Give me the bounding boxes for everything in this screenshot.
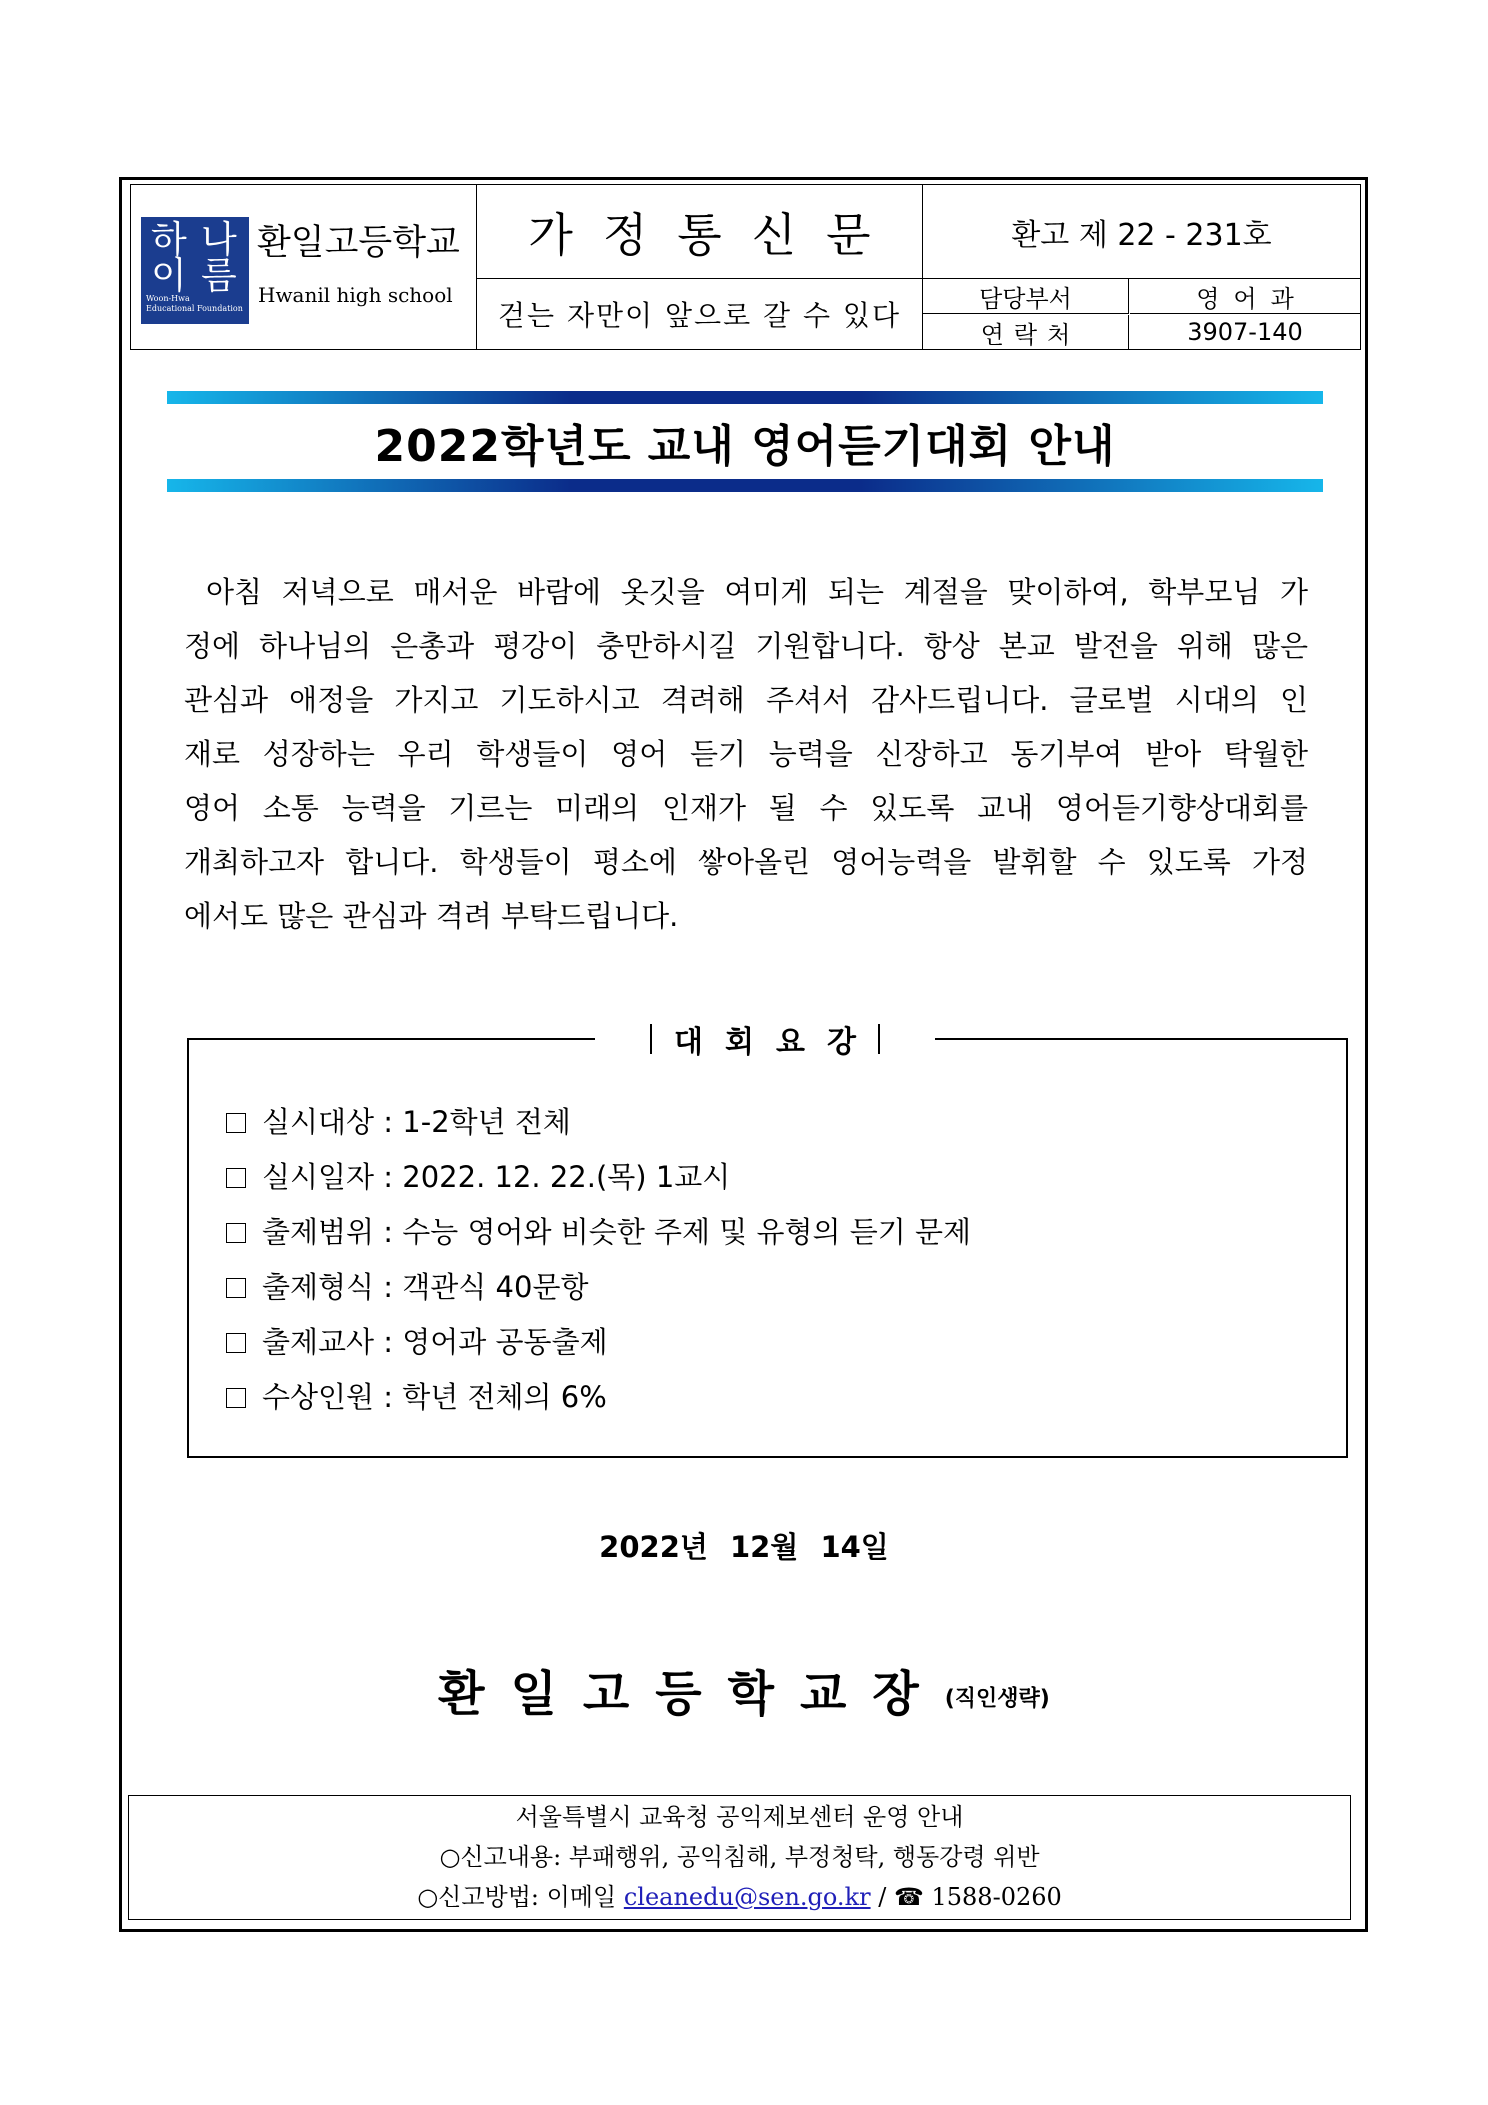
item-label: 출제범위	[262, 1215, 375, 1249]
document-type-title: 가정통신문	[477, 185, 923, 279]
report-method-label: ○신고방법:	[417, 1883, 539, 1911]
list-item: 출제교사 : 영어과 공동출제	[226, 1315, 971, 1370]
contact-value: 3907-140	[1187, 318, 1303, 346]
body-line: 개최하고자 합니다. 학생들이 평소에 쌓아올린 영어능력을 발휘할 수 있도록 가정	[184, 845, 1308, 879]
item-value: 영어과 공동출제	[402, 1325, 608, 1359]
contact-label: 연락처	[923, 315, 1129, 349]
whistleblower-notice	[128, 1795, 1351, 1920]
school-motto: 걷는 자만이 앞으로 갈 수 있다	[477, 279, 923, 349]
body-line: 관심과 애정을 가지고 기도하시고 격려해 주셔서 감사드립니다. 글로벌 시대의 인	[184, 683, 1308, 717]
item-label: 실시일자	[262, 1160, 375, 1194]
report-content-line	[129, 1837, 1350, 1877]
contest-outline-heading: 대회요강	[674, 1025, 878, 1060]
contest-outline-list	[226, 1095, 971, 1425]
item-value: 1-2학년 전체	[402, 1105, 571, 1139]
logo-glyph-3: 이	[151, 254, 187, 297]
item-value: 수능 영어와 비슷한 주제 및 유형의 듣기 문제	[402, 1215, 972, 1249]
body-line: 아침 저녁으로 매서운 바람에 옷깃을 여미게 되는 계절을 맞이하여, 학부모님 가	[206, 575, 1308, 609]
principal-signature	[0, 1655, 1488, 1724]
title-bar-bottom	[167, 479, 1323, 492]
item-label: 출제교사	[262, 1325, 375, 1359]
checkbox-icon	[226, 1388, 246, 1408]
principal-title: 환일고등학교장	[438, 1666, 945, 1722]
list-item: 실시일자 : 2022. 12. 22.(목) 1교시	[226, 1150, 971, 1205]
logo-glyph-4: 름	[201, 254, 237, 297]
report-content-value: 부패행위, 공익침해, 부정청탁, 행동강령 위반	[568, 1843, 1040, 1871]
list-item: 출제범위 : 수능 영어와 비슷한 주제 및 유형의 듣기 문제	[226, 1205, 971, 1260]
item-value: 학년 전체의 6%	[402, 1380, 607, 1414]
report-method-prefix: 이메일	[546, 1883, 617, 1911]
school-name-korean: 환일고등학교	[257, 223, 460, 263]
logo-glyph-1: 하	[151, 218, 187, 261]
report-content-label: ○신고내용:	[439, 1843, 562, 1871]
item-label: 출제형식	[262, 1270, 375, 1304]
school-logo	[141, 217, 249, 324]
document-number: 환고 제 22 - 231호	[923, 185, 1360, 279]
school-logo-cell	[131, 185, 477, 349]
department-value: 영어과	[1130, 279, 1360, 314]
notice-title: 2022학년도 교내 영어듣기대회 안내	[374, 420, 1116, 472]
school-name-english: Hwanil high school	[258, 283, 453, 307]
report-method-line	[129, 1877, 1350, 1917]
title-bar-top	[167, 391, 1323, 404]
item-value: 2022. 12. 22.(목) 1교시	[402, 1160, 731, 1194]
checkbox-icon	[226, 1333, 246, 1353]
report-phone: 1588-0260	[931, 1883, 1062, 1911]
report-email-link[interactable]: cleanedu@sen.go.kr	[623, 1883, 871, 1911]
list-item: 실시대상 : 1-2학년 전체	[226, 1095, 971, 1150]
header-table	[130, 184, 1361, 350]
list-item: 수상인원 : 학년 전체의 6%	[226, 1370, 971, 1425]
title-divider-left	[650, 1024, 652, 1054]
item-label: 수상인원	[262, 1380, 375, 1414]
title-divider-right	[878, 1024, 880, 1054]
list-item: 출제형식 : 객관식 40문항	[226, 1260, 971, 1315]
checkbox-icon	[226, 1223, 246, 1243]
phone-icon: ☎	[893, 1883, 924, 1911]
checkbox-icon	[226, 1113, 246, 1133]
body-line: 정에 하나님의 은총과 평강이 충만하시길 기원합니다. 항상 본교 발전을 위해 많은	[184, 629, 1308, 663]
body-line: 재로 성장하는 우리 학생들이 영어 듣기 능력을 신장하고 동기부여 받아 탁월한	[184, 737, 1308, 771]
seal-omitted-note: (직인생략)	[944, 1686, 1050, 1712]
separator: /	[878, 1883, 887, 1911]
checkbox-icon	[226, 1168, 246, 1188]
issue-date: 2022년 12월 14일	[599, 1530, 889, 1564]
body-line: 영어 소통 능력을 기르는 미래의 인재가 될 수 있도록 교내 영어듣기향상대회를	[184, 791, 1308, 825]
checkbox-icon	[226, 1278, 246, 1298]
body-line: 에서도 많은 관심과 격려 부탁드립니다.	[184, 899, 679, 933]
contest-outline-title	[595, 1018, 935, 1060]
item-label: 실시대상	[262, 1105, 375, 1139]
logo-glyph-2: 나	[201, 218, 237, 261]
department-label: 담당부서	[923, 279, 1129, 314]
logo-foundation-text: Woon-Hwa Educational Foundation	[146, 294, 243, 313]
item-value: 객관식 40문항	[402, 1270, 589, 1304]
notice-title: 서울특별시 교육청 공익제보센터 운영 안내	[515, 1803, 964, 1831]
